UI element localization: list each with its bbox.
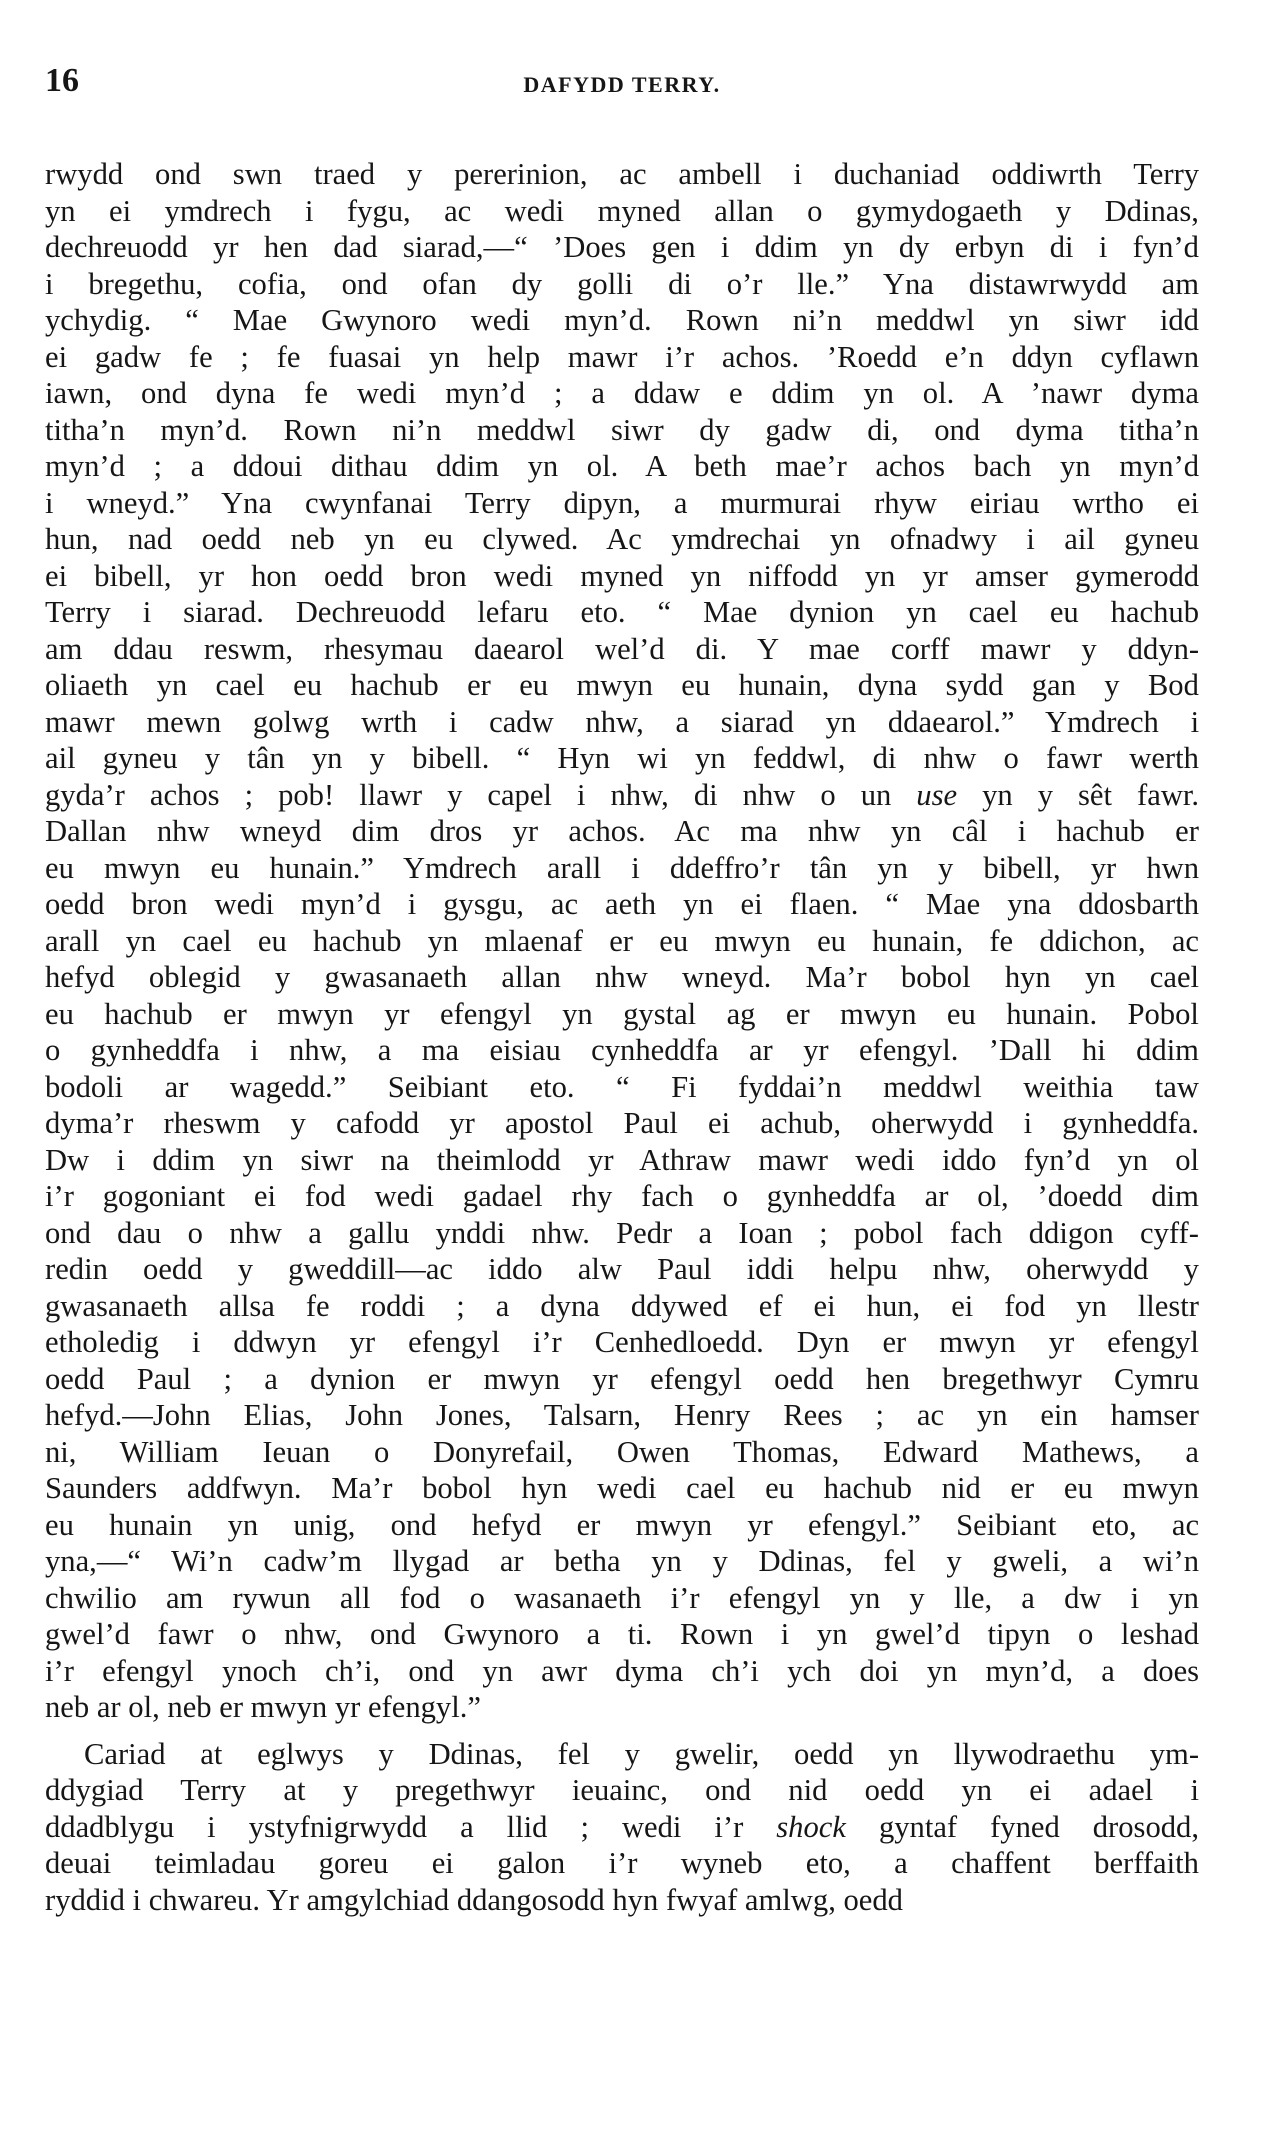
text-line: dechreuodd yr hen dad siarad,—“ ’Does gen i ddim yn dy erbyn di i fyn’d [45,230,1199,264]
text-line: o gynheddfa i nhw, a ma eisiau cynheddfa ar yr efengyl. ’Dall hi ddim [45,1033,1199,1067]
text-line: iawn, ond dyna fe wedi myn’d ; a ddaw e ddim yn ol. A ’nawr dyma [45,376,1199,410]
text-line: am ddau reswm, rhesymau daearol wel’d di. Y mae corff mawr y ddyn- [45,631,1199,666]
text-line: i bregethu, cofia, ond ofan dy golli di o’r lle.” Yna distawrwydd am [45,266,1199,301]
text-line: gyda’r achos ; pob! llawr y capel i nhw, di nhw o un use yn y sêt fawr. [45,777,1199,812]
text-line: gwasanaeth allsa fe roddi ; a dyna ddywed ef ei hun, ei fod yn llestr [45,1288,1199,1323]
running-head: DAFYDD TERRY. [523,72,721,97]
text-line: i’r efengyl ynoch ch’i, ond yn awr dyma ch’i ych doi yn myn’d, a does [45,1653,1199,1688]
text-line: eu hachub er mwyn yr efengyl yn gystal ag er mwyn eu hunain. Pobol [45,996,1199,1031]
text-line: Saunders addfwyn. Ma’r bobol hyn wedi cael eu hachub nid er eu mwyn [45,1471,1199,1505]
text-line: i wneyd.” Yna cwynfanai Terry dipyn, a murmurai rhyw eiriau wrtho ei [45,485,1199,520]
text-line: bodoli ar wagedd.” Seibiant eto. “ Fi fyddai’n meddwl weithia taw [45,1069,1199,1104]
text-line: eu hunain yn unig, ond hefyd er mwyn yr efengyl.” Seibiant eto, ac [45,1507,1199,1542]
text-line: titha’n myn’d. Rown ni’n meddwl siwr dy gadw di, ond dyma titha’n [45,412,1199,447]
text-line: myn’d ; a ddoui dithau ddim yn ol. A beth mae’r achos bach yn myn’d [45,449,1199,483]
text-line: hefyd.—John Elias, John Jones, Talsarn, Henry Rees ; ac yn ein hamser [45,1398,1199,1432]
text-line: hun, nad oedd neb yn eu clywed. Ac ymdrechai yn ofnadwy i ail gyneu [45,522,1199,556]
text-line: oedd Paul ; a dynion er mwyn yr efengyl oedd hen bregethwyr Cymru [45,1361,1199,1396]
text-line: ond dau o nhw a gallu ynddi nhw. Pedr a Ioan ; pobol fach ddigon cyff- [45,1215,1199,1250]
text-line: yn ei ymdrech i fygu, ac wedi myned allan o gymydogaeth y Ddinas, [45,193,1199,228]
text-line: Dw i ddim yn siwr na theimlodd yr Athraw mawr wedi iddo fyn’d yn ol [45,1142,1199,1177]
text-line: redin oedd y gweddill—ac iddo alw Paul iddi helpu nhw, oherwydd y [45,1252,1199,1286]
paragraph-1 [45,156,1199,1726]
text-line: ddadblygu i ystyfnigrwydd a llid ; wedi i’r shock gyntaf fyned drosodd, [45,1809,1199,1844]
text-line: gwel’d fawr o nhw, ond Gwynoro a ti. Rown i yn gwel’d tipyn o leshad [45,1617,1199,1651]
text-line: oedd bron wedi myn’d i gysgu, ac aeth yn ei flaen. “ Mae yna ddosbarth [45,887,1199,921]
text-line: ddygiad Terry at y pregethwyr ieuainc, ond nid oedd yn ei adael i [45,1773,1199,1807]
page-number: 16 [45,62,79,99]
text-line: deuai teimladau goreu ei galon i’r wyneb eto, a chaffent berffaith [45,1846,1199,1880]
text-line: yna,—“ Wi’n cadw’m llygad ar betha yn y Ddinas, fel y gweli, a wi’n [45,1544,1199,1578]
text-line: neb ar ol, neb er mwyn yr efengyl.” [45,1690,481,1724]
text-line: rwydd ond swn traed y pererinion, ac ambell i duchaniad oddiwrth Terry [45,157,1199,191]
text-line: Terry i siarad. Dechreuodd lefaru eto. “ Mae dynion yn cael eu hachub [45,595,1199,629]
text-line: hefyd oblegid y gwasanaeth allan nhw wneyd. Ma’r bobol hyn yn cael [45,960,1199,994]
text-line: ail gyneu y tân yn y bibell. “ Hyn wi yn feddwl, di nhw o fawr werth [45,741,1199,775]
paragraph-2 [45,1736,1199,1919]
text-line: dyma’r rheswm y cafodd yr apostol Paul ei achub, oherwydd i gynheddfa. [45,1106,1199,1140]
text-line: eu mwyn eu hunain.” Ymdrech arall i ddeffro’r tân yn y bibell, yr hwn [45,850,1199,885]
text-line: ychydig. “ Mae Gwynoro wedi myn’d. Rown ni’n meddwl yn siwr idd [45,303,1199,337]
text-line: Cariad at eglwys y Ddinas, fel y gwelir, oedd yn llywodraethu ym- [84,1736,1199,1771]
paragraph-gap [45,1726,1199,1736]
text-line: chwilio am rywun all fod o wasanaeth i’r efengyl yn y lle, a dw i yn [45,1580,1199,1615]
text-line: arall yn cael eu hachub yn mlaenaf er eu mwyn eu hunain, fe ddichon, ac [45,923,1199,958]
body-text [45,156,1199,1918]
text-line: oliaeth yn cael eu hachub er eu mwyn eu hunain, dyna sydd gan y Bod [45,668,1199,702]
text-line: ei bibell, yr hon oedd bron wedi myned yn niffodd yn yr amser gymerodd [45,558,1199,593]
text-line: i’r gogoniant ei fod wedi gadael rhy fach o gynheddfa ar ol, ’doedd dim [45,1179,1199,1213]
text-line: etholedig i ddwyn yr efengyl i’r Cenhedloedd. Dyn er mwyn yr efengyl [45,1325,1199,1359]
text-line: ni, William Ieuan o Donyrefail, Owen Thomas, Edward Mathews, a [45,1434,1199,1469]
text-line: ei gadw fe ; fe fuasai yn help mawr i’r achos. ’Roedd e’n ddyn cyflawn [45,339,1199,374]
text-line: Dallan nhw wneyd dim dros yr achos. Ac ma nhw yn câl i hachub er [45,814,1199,848]
page-header [45,62,1199,118]
text-line: ryddid i chwareu. Yr amgylchiad ddangosodd hyn fwyaf amlwg, oedd [45,1882,903,1917]
text-line: mawr mewn golwg wrth i cadw nhw, a siarad yn ddaearol.” Ymdrech i [45,704,1199,739]
